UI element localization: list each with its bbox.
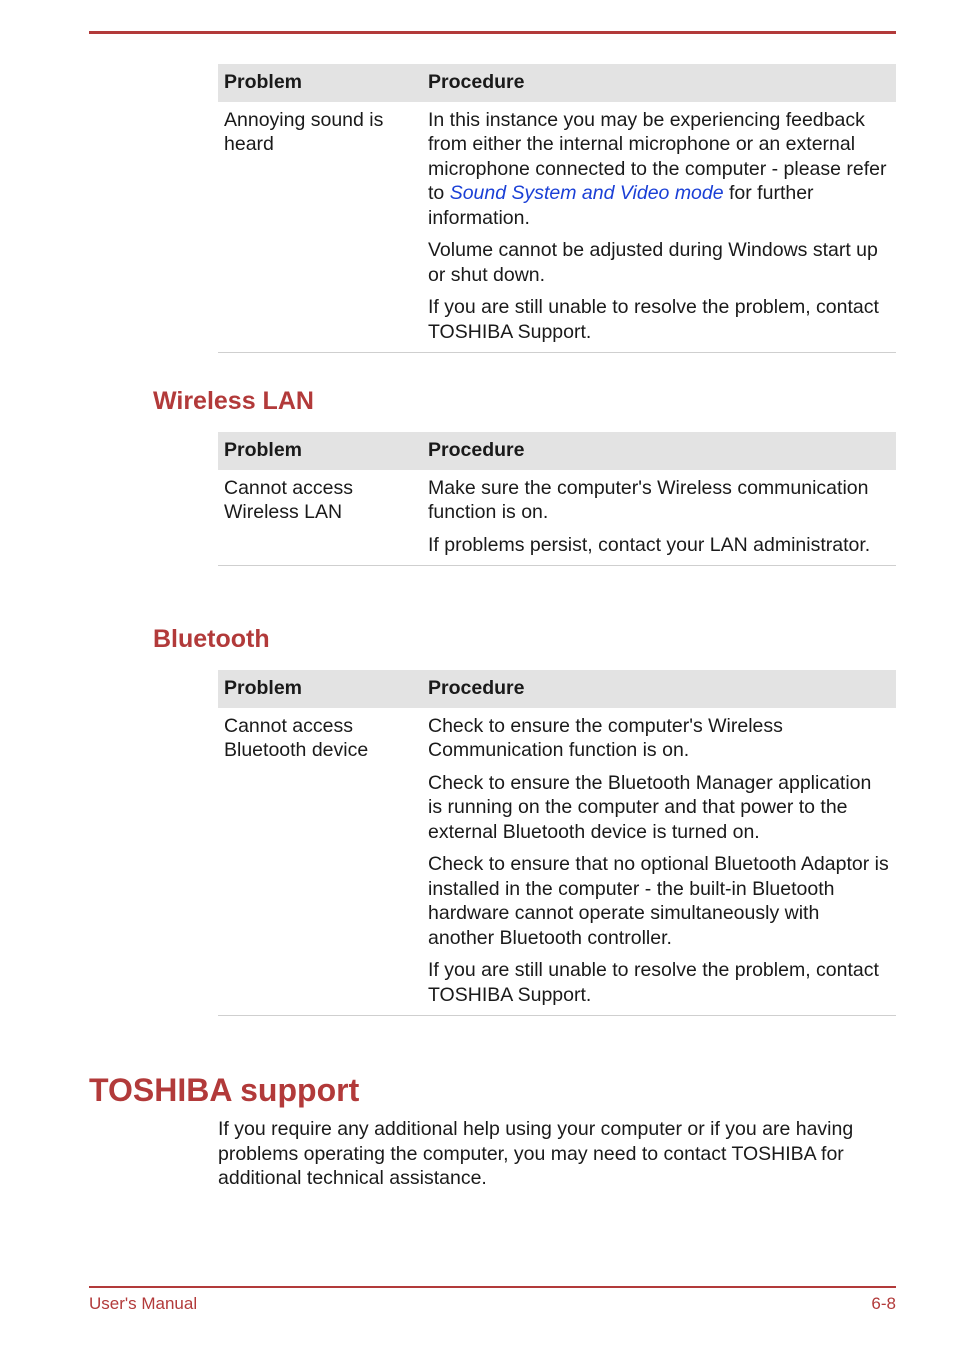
- toshiba-support-heading: TOSHIBA support: [89, 1072, 360, 1108]
- header-procedure: Procedure: [422, 64, 896, 102]
- table-header-row: [218, 64, 896, 102]
- bluetooth-heading: Bluetooth: [153, 625, 270, 653]
- support-paragraph: If you require any additional help using your computer or if you are having problems operating the computer, you may need to contact TOSHIBA for additional technical assistance.: [218, 1118, 854, 1189]
- header-problem: Problem: [218, 64, 422, 102]
- wireless-lan-heading: Wireless LAN: [153, 387, 314, 415]
- procedure-paragraph: If problems persist, contact your LAN administrator.: [428, 533, 871, 556]
- procedure-text: In this instance you may be experiencing feedback from either the internal microphone or an external microphone connected to the computer - please refer to: [428, 108, 887, 204]
- header-problem: Problem: [218, 432, 422, 470]
- sound-system-link[interactable]: Sound System and Video mode: [449, 182, 724, 204]
- header-problem: Problem: [218, 670, 422, 708]
- bottom-rule: [89, 1286, 896, 1288]
- top-rule: [89, 31, 896, 34]
- table-header-row: [218, 432, 896, 470]
- header-procedure: Procedure: [422, 432, 896, 470]
- table-header-row: [218, 670, 896, 708]
- header-procedure: Procedure: [422, 670, 896, 708]
- footer-manual-title: User's Manual: [89, 1294, 198, 1313]
- procedure-cell: [422, 470, 896, 566]
- problem-cell: Annoying sound is heard: [218, 102, 422, 353]
- procedure-cell: [422, 102, 896, 353]
- problem-cell: Cannot access Wireless LAN: [218, 470, 422, 566]
- problem-cell: Cannot access Bluetooth device: [218, 708, 422, 1016]
- footer-page-number: 6-8: [871, 1294, 896, 1313]
- sound-troubleshooting-table: [218, 64, 896, 353]
- procedure-paragraph: [428, 108, 890, 231]
- bluetooth-table: [218, 670, 896, 1016]
- procedure-paragraph: Check to ensure the Bluetooth Manager application is running on the computer and that power to the external Bluetooth device is turned on.: [428, 771, 872, 843]
- table-row: [218, 470, 896, 566]
- procedure-paragraph: Check to ensure the computer's Wireless Communication function is on.: [428, 714, 783, 761]
- procedure-paragraph: If you are still unable to resolve the problem, contact TOSHIBA Support.: [428, 296, 879, 343]
- procedure-cell: [422, 708, 896, 1016]
- table-row: [218, 102, 896, 353]
- procedure-paragraph: Volume cannot be adjusted during Windows start up or shut down.: [428, 239, 878, 286]
- procedure-text: for further information.: [428, 182, 814, 229]
- wireless-lan-table: [218, 432, 896, 566]
- procedure-paragraph: Make sure the computer's Wireless communication function is on.: [428, 476, 869, 523]
- procedure-paragraph: Check to ensure that no optional Bluetooth Adaptor is installed in the computer - the built-in Bluetooth hardware cannot operate simultaneously with another Bluetooth controller.: [428, 853, 889, 949]
- table-row: [218, 708, 896, 1016]
- procedure-paragraph: If you are still unable to resolve the problem, contact TOSHIBA Support.: [428, 959, 879, 1006]
